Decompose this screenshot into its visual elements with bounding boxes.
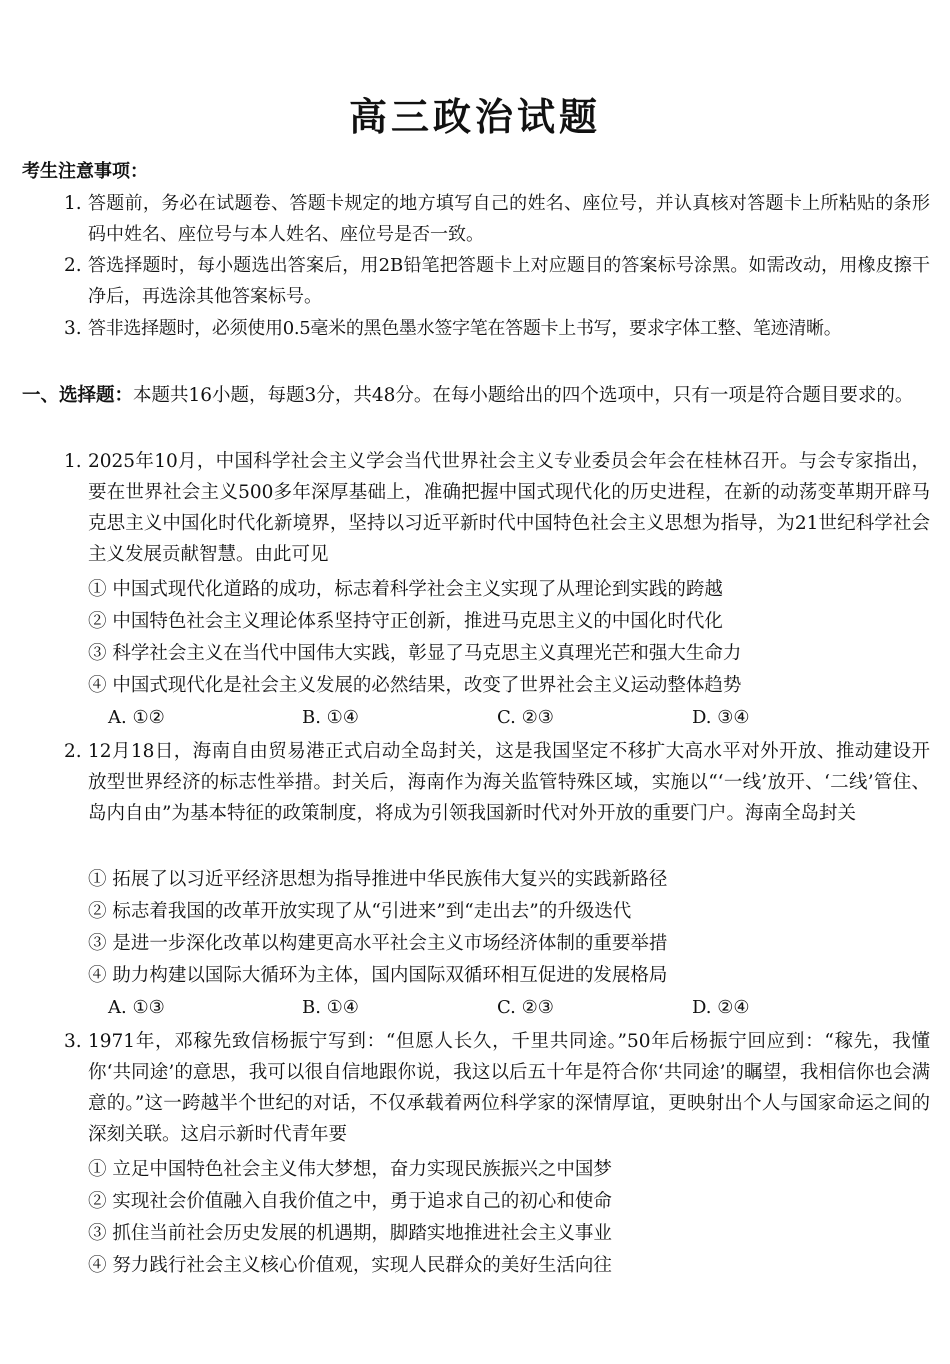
statement: ② 实现社会价值融入自我价值之中，勇于追求自己的初心和使命 xyxy=(88,1191,612,1212)
page-title: 高三政治试题 xyxy=(348,95,601,139)
statement: ① 立足中国特色社会主义伟大梦想，奋力实现民族振兴之中国梦 xyxy=(88,1159,612,1180)
section-header xyxy=(22,380,930,411)
statement: ① 拓展了以习近平经济思想为指导推进中华民族伟大复兴的实践新路径 xyxy=(88,869,668,890)
option-a: A. ①② xyxy=(108,707,165,728)
notice-heading: 考生注意事项： xyxy=(22,161,148,182)
question-number: 3. xyxy=(64,1031,82,1052)
question-stem: 12月18日，海南自由贸易港正式启动全岛封关，这是我国坚定不移扩大高水平对外开放、推动建设开放型世界经济的标志性举措。封关后，海南作为海关监管特殊区域，实施以“‘一线’放开、‘二线’管住、岛内自由”为基本特征的政策制度，将成为引领我国新时代对外开放的重要门户。海南全岛封关 xyxy=(88,741,930,824)
option-b: B. ①④ xyxy=(302,707,359,728)
option-d: D. ③④ xyxy=(692,707,750,728)
statement: ③ 科学社会主义在当代中国伟大实践，彰显了马克思主义真理光芒和强大生命力 xyxy=(88,643,742,664)
option-a: A. ①③ xyxy=(108,997,165,1018)
notice-item-number: 3. xyxy=(64,318,82,339)
statement: ① 中国式现代化道路的成功，标志着科学社会主义实现了从理论到实践的跨越 xyxy=(88,579,723,600)
option-c: C. ②③ xyxy=(497,707,554,728)
statement: ③ 是进一步深化改革以构建更高水平社会主义市场经济体制的重要举措 xyxy=(88,933,668,954)
section-description: 本题共16小题，每题3分，共48分。在每小题给出的四个选项中，只有一项是符合题目要求的。 xyxy=(133,385,914,406)
question-stem: 2025年10月，中国科学社会主义学会当代世界社会主义专业委员会年会在桂林召开。与会专家指出，要在世界社会主义500多年深厚基础上，准确把握中国式现代化的历史进程，在新的动荡变革期开辟马克思主义中国化时代化新境界，坚持以习近平新时代中国特色社会主义思想为指导，为21世纪科学社会主义发展贡献智慧。由此可见 xyxy=(88,451,930,565)
statement: ④ 中国式现代化是社会主义发展的必然结果，改变了世界社会主义运动整体趋势 xyxy=(88,675,742,696)
notice-item-number: 2. xyxy=(64,255,82,276)
statement: ② 标志着我国的改革开放实现了从“引进来”到“走出去”的升级迭代 xyxy=(88,901,632,922)
notice-item-number: 1. xyxy=(64,193,82,214)
statement: ② 中国特色社会主义理论体系坚持守正创新，推进马克思主义的中国化时代化 xyxy=(88,611,723,632)
statement: ③ 抓住当前社会历史发展的机遇期，脚踏实地推进社会主义事业 xyxy=(88,1223,612,1244)
option-c: C. ②③ xyxy=(497,997,554,1018)
option-d: D. ②④ xyxy=(692,997,750,1018)
notice-item-text: 答题前，务必在试题卷、答题卡规定的地方填写自己的姓名、座位号，并认真核对答题卡上所粘贴的条形码中姓名、座位号与本人姓名、座位号是否一致。 xyxy=(88,193,930,245)
notice-item-text: 答选择题时，每小题选出答案后，用2B铅笔把答题卡上对应题目的答案标号涂黑。如需改动，用橡皮擦干净后，再选涂其他答案标号。 xyxy=(88,255,930,307)
question-number: 2. xyxy=(64,741,82,762)
question-stem: 1971年，邓稼先致信杨振宁写到：“但愿人长久，千里共同途。”50年后杨振宁回应到：“稼先，我懂你‘共同途’的意思，我可以很自信地跟你说，我这以后五十年是符合你‘共同途’的瞩望，我相信你也会满意的。”这一跨越半个世纪的对话，不仅承载着两位科学家的深情厚谊，更映射出个人与国家命运之间的深刻关联。这启示新时代青年要 xyxy=(88,1031,930,1145)
section-label: 一、选择题： xyxy=(22,385,134,406)
statement: ④ 助力构建以国际大循环为主体，国内国际双循环相互促进的发展格局 xyxy=(88,965,668,986)
option-b: B. ①④ xyxy=(302,997,359,1018)
question-number: 1. xyxy=(64,451,82,472)
notice-item-text: 答非选择题时，必须使用0.5毫米的黑色墨水签字笔在答题卡上书写，要求字体工整、笔迹清晰。 xyxy=(88,318,842,339)
statement: ④ 努力践行社会主义核心价值观，实现人民群众的美好生活向往 xyxy=(88,1255,612,1276)
